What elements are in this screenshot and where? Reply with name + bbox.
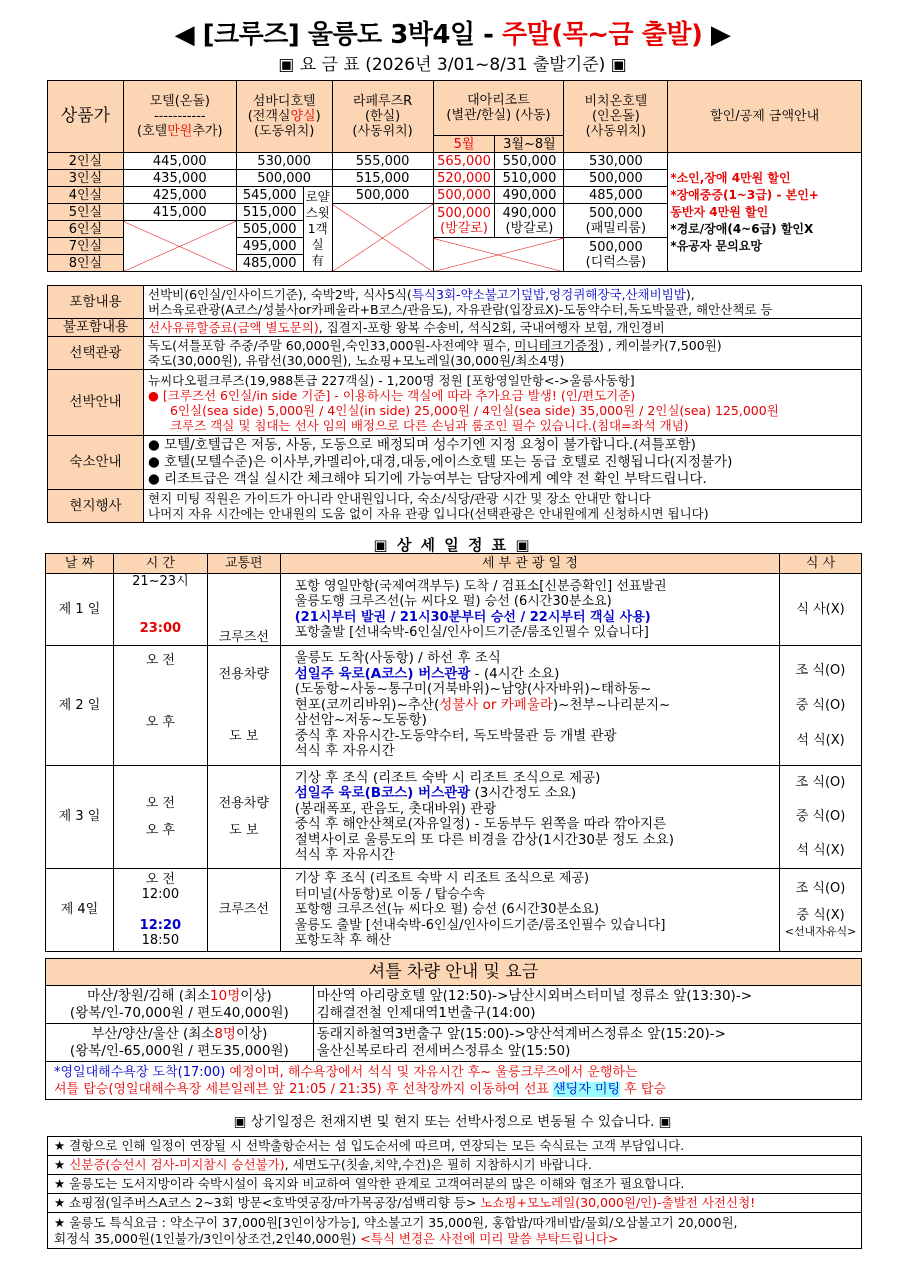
opt-text: 독도(셔틀포함 주중/주말 60,000원,숙인33,000원-사전예약 필수, 미니테크기증정) , 케이블카(7,500원) 죽도(30,000원), 유람선(30,000원), 노쇼핑+모노레일(30,000원/최소4명)	[144, 337, 862, 370]
stay-head: 숙소안내	[48, 436, 144, 490]
day-4: 제 4일	[46, 869, 114, 952]
left-arrow-icon: ◀	[174, 20, 195, 50]
stay-text: ● 모텔/호텔급은 저동, 사동, 도동으로 배정되며 성수기엔 지정 요청이 불가합니다.(셔틀포함) ● 호텔(모텔수준)은 이사부,카멜리아,대경,대동,에이스호텔 또는 동급 호텔로 진행됩니다(지정불가) ● 리조트급은 객실 실시간 체크해야 되기에 가능여부는 담당자에게 예약 전 확인 부탁드립니다.	[144, 436, 862, 490]
col-product: 상품가	[48, 81, 124, 153]
daeri-may: 5월	[433, 136, 495, 153]
schedule-title: ▣ 상 세 일 정 표 ▣	[373, 536, 532, 554]
royal-suite-note: 로얄 스윗 1객실 有	[303, 187, 332, 272]
col-bichi: 비치온호텔 (인온돌) (사동위치)	[564, 81, 668, 153]
day-1-detail: 포항 영일만항(국제여객부두) 도착 / 검표소[신분증확인] 선표발권 울릉도행 크루즈선(뉴 씨다오 펄) 승선 (6시간30분소요) (21시부터 발권 / 21시30분부터 승선 / 22시부터 객실 사용) 포항출발 [선내숙박-6인실/인사이드기준/룸조인필수 있습니다]	[280, 574, 779, 646]
local-head: 현지행사	[48, 490, 144, 523]
col-motel: 모텔(온돌) ----------- (호텔만원추가)	[123, 81, 236, 153]
col-seombadi: 섬바디호텔 (전객실양실) (도동위치)	[236, 81, 332, 153]
opt-head: 선택관광	[48, 337, 144, 370]
shuttle-note: *영일대해수욕장 도착(17:00) 예정이며, 해수욕장에서 석식 및 자유시간 후~ 울릉크루즈에서 운행하는 셔틀 탑승(영일대해수욕장 세븐일레븐 앞 21:05 / 21:35) 후 선착장까지 이동하여 선표 샌딩자 미팅 후 탑승	[46, 1062, 862, 1100]
room-3: 3인실	[48, 170, 124, 187]
price-subtitle: ▣ 요 금 표 (2026년 3/01~8/31 출발기준) ▣	[278, 55, 627, 75]
notes-table: ★ 결항으로 인해 일정이 연장될 시 선박출항순서는 섬 입도순서에 따르며, 연장되는 모든 숙식료는 고객 부담입니다. ★ 신분증(승선시 검사-미지참시 승선불가), 세면도구(칫솔,치약,수건)은 필히 지참하시기 바랍니다. ★ 울릉도는 도서지방이라 숙박시설이 육지와 비교하여 열악한 관계로 고객여러분의 많은 이해와 협조가 필요합니다. ★ 쇼핑점(일주버스A코스 2~3회 방문<호박엿공장/마가목공장/섬백리향 등> 노쇼핑+모노레일(30,000원/인)-출발전 사전신청! ★ 울릉도 특식요금 : 약소구이 37,000원[3인이상가능], 약소불고기 35,000원, 홍합밥/따개비밥/물회/오삼불고기 20,000원, 회정식 35,000원(1인불가/3인이상조건,2인40,000원) <특식 변경은 사전에 미리 말씀 부탁드립니다>	[47, 1136, 862, 1249]
page-title: ◀ [크루즈] 울릉도 3박4일 - 주말(목~금 출발) ▶	[174, 20, 731, 50]
right-arrow-icon: ▶	[710, 20, 731, 50]
day-3-detail: 기상 후 조식 (리조트 숙박 시 리조트 조식으로 제공) 섬일주 육로(B코스) 버스관광 (3시간정도 소요) (봉래폭포, 관음도, 촛대바위) 관광 중식 후 해안산책로(자유일정) - 도동부두 왼쪽을 따라 깎아지른 절벽사이로 울릉도의 또 다른 비경을 감상(1시간30분 정도 소요) 석식 후 자유시간	[280, 766, 779, 869]
day-1: 제 1 일	[46, 574, 114, 646]
day-2-detail: 울릉도 도착(사동항) / 하선 후 조식 섬일주 육로(A코스) 버스관광 - (4시간 소요) (도동항~사동~통구미(거북바위)~남양(사자바위)~태하동~ 현포(코끼리바위)~추산(성불사 or 카페울라)~천부~나리분지~ 삼선암~저동~도동항) 중식 후 자유시간-도동약수터, 독도박물관 등 개별 관광 석식 후 자유시간	[280, 646, 779, 766]
shuttle-table: 셔틀 차량 안내 및 요금 마산/창원/김해 (최소10명이상) (왕복/인-70,000원 / 편도40,000원) 마산역 아리랑호텔 앞(12:50)->남산시외버스터미널 정류소 앞(13:30)-> 김해결전철 인제대역1번출구(14:00) 부산/양산/울산 (최소8명이상) (왕복/인-65,000원 / 편도35,000원) 동래지하철역3번출구 앞(15:00)->양산석계버스정류소 앞(15:20)-> 울산신복로타리 전세버스정류소 앞(15:50) *영일대해수욕장 도착(17:00) 예정이며, 해수욕장에서 석식 및 자유시간 후~ 울릉크루즈에서 운행하는 셔틀 탑승(영일대해수욕장 세븐일레븐 앞 21:05 / 21:35) 후 선착장까지 이동하여 선표 샌딩자 미팅 후 탑승	[45, 958, 862, 1100]
ship-text: 뉴씨다오펄크루즈(19,988톤급 227객실) - 1,200명 정원 [포항영일만항<->울릉사동항] ● [크루즈선 6인실/in side 기준] - 이용하시는 객실에 따라 추가요금 발생! (인/편도기준) 6인실(sea side) 5,000원 / 4인실(in side) 25,000원 / 4인실(sea side) 35,000원 / 2인실(sea) 125,000원 크루즈 객실 및 침대는 선사 임의 배정으로 다른 손님과 룸조인 필수 있습니다.(침대=좌석 개념)	[144, 370, 862, 436]
change-notice: ▣ 상기일정은 천재지변 및 현지 또는 선박사정으로 변동될 수 있습니다. ▣	[233, 1114, 672, 1130]
col-discount: 할인/공제 금액안내	[668, 81, 862, 153]
incl-head: 포함내용	[48, 286, 144, 319]
local-text: 현지 미팅 직원은 가이드가 아니라 안내원입니다, 숙소/식당/관광 시간 및 장소 안내만 합니다 나머지 자유 시간에는 안내원의 도움 없이 자유 관광 입니다(선택관광은 안내원에게 신청하시면 됩니다)	[144, 490, 862, 523]
discount-list: *소인,장애 4만원 할인 *장애중증(1~3급) - 본인+ 동반자 4만원 할인 *경로/장애(4~6급) 할인X *유공자 문의요망	[668, 153, 862, 272]
excl-head: 불포함내용	[48, 319, 144, 337]
room-2: 2인실	[48, 153, 124, 170]
room-4: 4인실	[48, 187, 124, 204]
shuttle-title: 셔틀 차량 안내 및 요금	[46, 959, 862, 986]
day-2: 제 2 일	[46, 646, 114, 766]
schedule-table: 날 짜 시 간 교통편 세 부 관 광 일 정 식 사 제 1 일 21~23시 23:00 크루즈선 포항 영일만항(국제여객부두) 도착 / 검표소[신분증확인] 선표발권 울릉도행 크루즈선(뉴 씨다오 펄) 승선 (6시간30분소요) (21시부터 발권 / 21시30분부터 승선 / 22시부터 객실 사용) 포항출발 [선내숙박-6인실/인사이드기준/룸조인필수 있습니다] 식 사(X) 제 2 일 오 전 오 후 전용차량 도 보 울릉도 도착(사동항) / 하선 후 조식 섬일주 육로(A코스) 버스관광 - (4시간 소요) (도동항~사동~통구미(거북바위)~남양(사자바위)~태하동~ 현포(코끼리바위)~추산(성불사 or 카페울라)~천부~나리분지~ 삼선암~저동~도동항) 중식 후 자유시간-도동약수터, 독도박물관 등 개별 관광 석식 후 자유시간 조 식(O) 중 식(O) 석 식(X) 제 3 일 오 전 오 후 전용차량 도 보 기상 후 조식 (리조트 숙박 시 리조트 조식으로 제공) 섬일주 육로(B코스) 버스관광 (3시간정도 소요) (봉래폭포, 관음도, 촛대바위) 관광 중식 후 해안산책로(자유일정) - 도동부두 왼쪽을 따라 깎아지른 절벽사이로 울릉도의 또 다른 비경을 감상(1시간30분 정도 소요) 석식 후 자유시간 조 식(O) 중 식(O) 석 식(X) 제 4일 오 전 12:00 12:20 18:50 크루즈선 기상 후 조식 (리조트 숙박 시 리조트 조식으로 제공) 터미널(사동항)로 이동 / 탑승수속 포항행 크루즈선(뉴 씨다오 펄) 승선 (6시간30분소요) 울릉도 출발 [선내숙박-6인실/인사이드기준/룸조인필수 있습니다] 포항도착 후 해산 조 식(O) 중 식(X) <선내자유식>	[45, 553, 862, 952]
info-table	[47, 285, 862, 523]
ship-head: 선박안내	[48, 370, 144, 436]
day-3: 제 3 일	[46, 766, 114, 869]
room-6: 6인실	[48, 221, 124, 238]
room-7: 7인실	[48, 238, 124, 255]
excl-text: 선사유류할증료(금액 별도문의), 집결지-포항 왕복 수송비, 석식2회, 국내여행자 보험, 개인경비	[144, 319, 862, 337]
col-lapel: 라페루즈R (한실) (사동위치)	[332, 81, 433, 153]
price-table: 상품가 모텔(온돌) ----------- (호텔만원추가) 섬바디호텔 (전객실양실) (도동위치) 라페루즈R (한실) (사동위치) 대아리조트 (별관/한실) (사동) 비치온호텔 (인온돌) (사동위치) 할인/공제 금액안내 5월 3월~8월 2인실 445,000 530,000 555,000 565,000 550,000 530,000 *소인,장애 4만원 할인 *장애중증(1~3급) - 본인+ 동반자 4만원 할인 *경로/장애(4~6급) 할인X *유공자 문의요망 3인실 435,000 500,000 515,000 520,000 510,000 500,000 4인실 425,000 545,000 로얄 스윗 1객실 有 500,000 500,000 490,000 485,000 5인실 415,000 515,000 500,000 (방갈로) 490,000 (방갈로) 500,000 (패밀리룸) 6인실 505,000 7인실 495,000 500,000 (디럭스룸) 8인실 485,000	[47, 80, 862, 272]
daeri-other: 3월~8월	[495, 136, 564, 153]
room-8: 8인실	[48, 255, 124, 272]
room-5: 5인실	[48, 204, 124, 221]
day-4-detail: 기상 후 조식 (리조트 숙박 시 리조트 조식으로 제공) 터미널(사동항)로 이동 / 탑승수속 포항행 크루즈선(뉴 씨다오 펄) 승선 (6시간30분소요) 울릉도 출발 [선내숙박-6인실/인사이드기준/룸조인필수 있습니다] 포항도착 후 해산	[280, 869, 779, 952]
col-daeri: 대아리조트 (별관/한실) (사동)	[433, 81, 564, 136]
incl-text: 선박비(6인실/인사이드기준), 숙박2박, 식사5식(특식3회-약소불고기덮밥,엉겅퀴해장국,산채비빔밥), 버스육로관광(A코스/성불사or카페울라+B코스/관음도), 자유관람(입장료X)-도동약수터,독도박물관, 해안산책로 등	[144, 286, 862, 319]
